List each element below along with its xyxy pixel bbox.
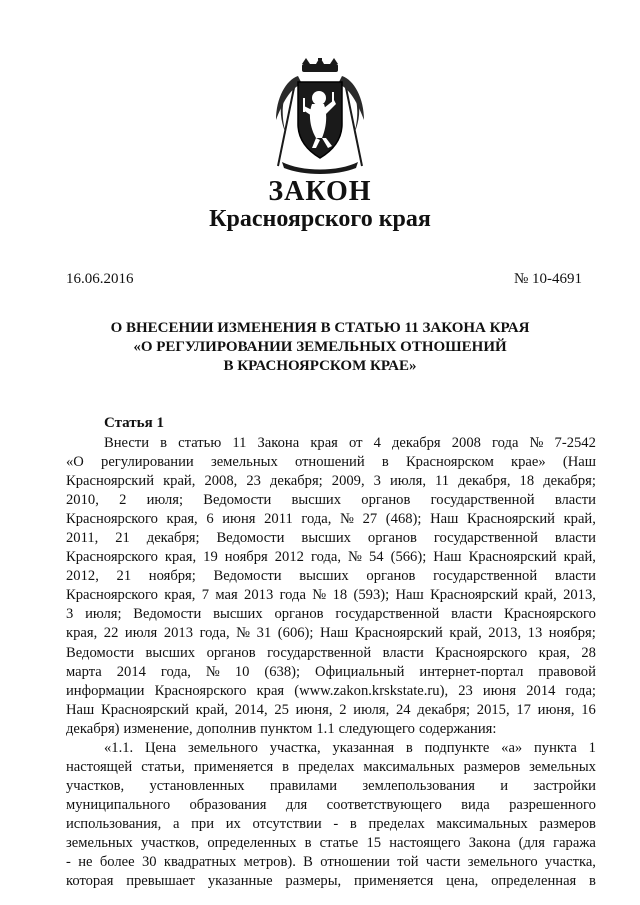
body-line: которая превышает указанные размеры, применяется цена, определенная в — [66, 873, 596, 890]
law-title: ЗАКОН — [268, 176, 372, 207]
heading-line: «О РЕГУЛИРОВАНИИ ЗЕМЕЛЬНЫХ ОТНОШЕНИЙ — [133, 339, 507, 355]
body-line: Наш Красноярский край, 2014, 25 июня, 2 июля, 24 декабря; 2015, 17 июня, 16 — [66, 701, 596, 718]
body-line: использования, а при их отсутствии - в пределах максимальных размеров — [66, 815, 596, 832]
body-line: участков, установленных правилами землепользования и застройки — [66, 777, 596, 794]
body-line: 2010, 2 июля; Ведомости высших органов государственной власти — [66, 492, 596, 509]
body-line: 2011, 21 декабря; Ведомости высших органов государственной власти — [66, 530, 596, 547]
article-label: Статья 1 — [104, 415, 164, 431]
law-subtitle: Красноярского края — [209, 206, 431, 232]
body-line: Красноярский край, 2008, 23 декабря; 2009, 3 июля, 11 декабря, 18 декабря; — [66, 473, 596, 490]
coat-of-arms-icon — [272, 58, 368, 176]
heading-line: О ВНЕСЕНИИ ИЗМЕНЕНИЯ В СТАТЬЮ 11 ЗАКОНА КРАЯ — [110, 320, 530, 336]
body-line: информации Красноярского края (www.zakon.krskstate.ru), 23 июня 2014 года; — [66, 682, 596, 699]
body-line: края, 22 июля 2013 года, № 31 (606); Наш Красноярский край, 2013, 13 ноября; — [66, 625, 596, 642]
body-line: настоящей статьи, применяется в пределах максимальных размеров земельных — [66, 758, 596, 775]
body-line: «1.1. Цена земельного участка, указанная в подпункте «а» пункта 1 — [104, 739, 596, 756]
law-date: 16.06.2016 — [66, 271, 134, 287]
body-line: Красноярского края, 19 ноября 2012 года, № 54 (566); Наш Красноярский край, — [66, 549, 596, 566]
body-line: марта 2014 года, № 10 (638); Официальный интернет-портал правовой — [66, 663, 596, 680]
heading-line: В КРАСНОЯРСКОМ КРАЕ» — [223, 358, 417, 374]
body-line: Красноярского края, 6 июня 2011 года, № 27 (468); Наш Красноярский край, — [66, 511, 596, 528]
body-line: земельных участков, определенных в статье 15 настоящего Закона (для гаража — [66, 834, 596, 851]
body-line: декабря) изменение, дополнив пунктом 1.1 следующего содержания: — [66, 720, 497, 737]
body-line: - не более 30 квадратных метров). В отношении той части земельного участка, — [66, 854, 596, 871]
body-line: муниципального образования для соответствующего вида разрешенного — [66, 796, 596, 813]
body-line: Внести в статью 11 Закона края от 4 декабря 2008 года № 7-2542 — [104, 435, 596, 451]
body-line: 2012, 21 ноября; Ведомости высших органов государственной власти — [66, 568, 596, 585]
body-line: «О регулировании земельных отношений в Красноярском крае» (Наш — [66, 454, 596, 471]
body-line: Ведомости высших органов государственной власти Красноярского края, 28 — [66, 644, 596, 661]
body-line: Красноярского края, 7 мая 2013 года № 18 (593); Наш Красноярский край, 2013, — [66, 587, 596, 604]
body-line: 3 июля; Ведомости высших органов государственной власти Красноярского — [66, 606, 596, 623]
article-body — [66, 434, 596, 891]
law-heading — [0, 319, 640, 376]
law-number: № 10-4691 — [513, 271, 582, 287]
